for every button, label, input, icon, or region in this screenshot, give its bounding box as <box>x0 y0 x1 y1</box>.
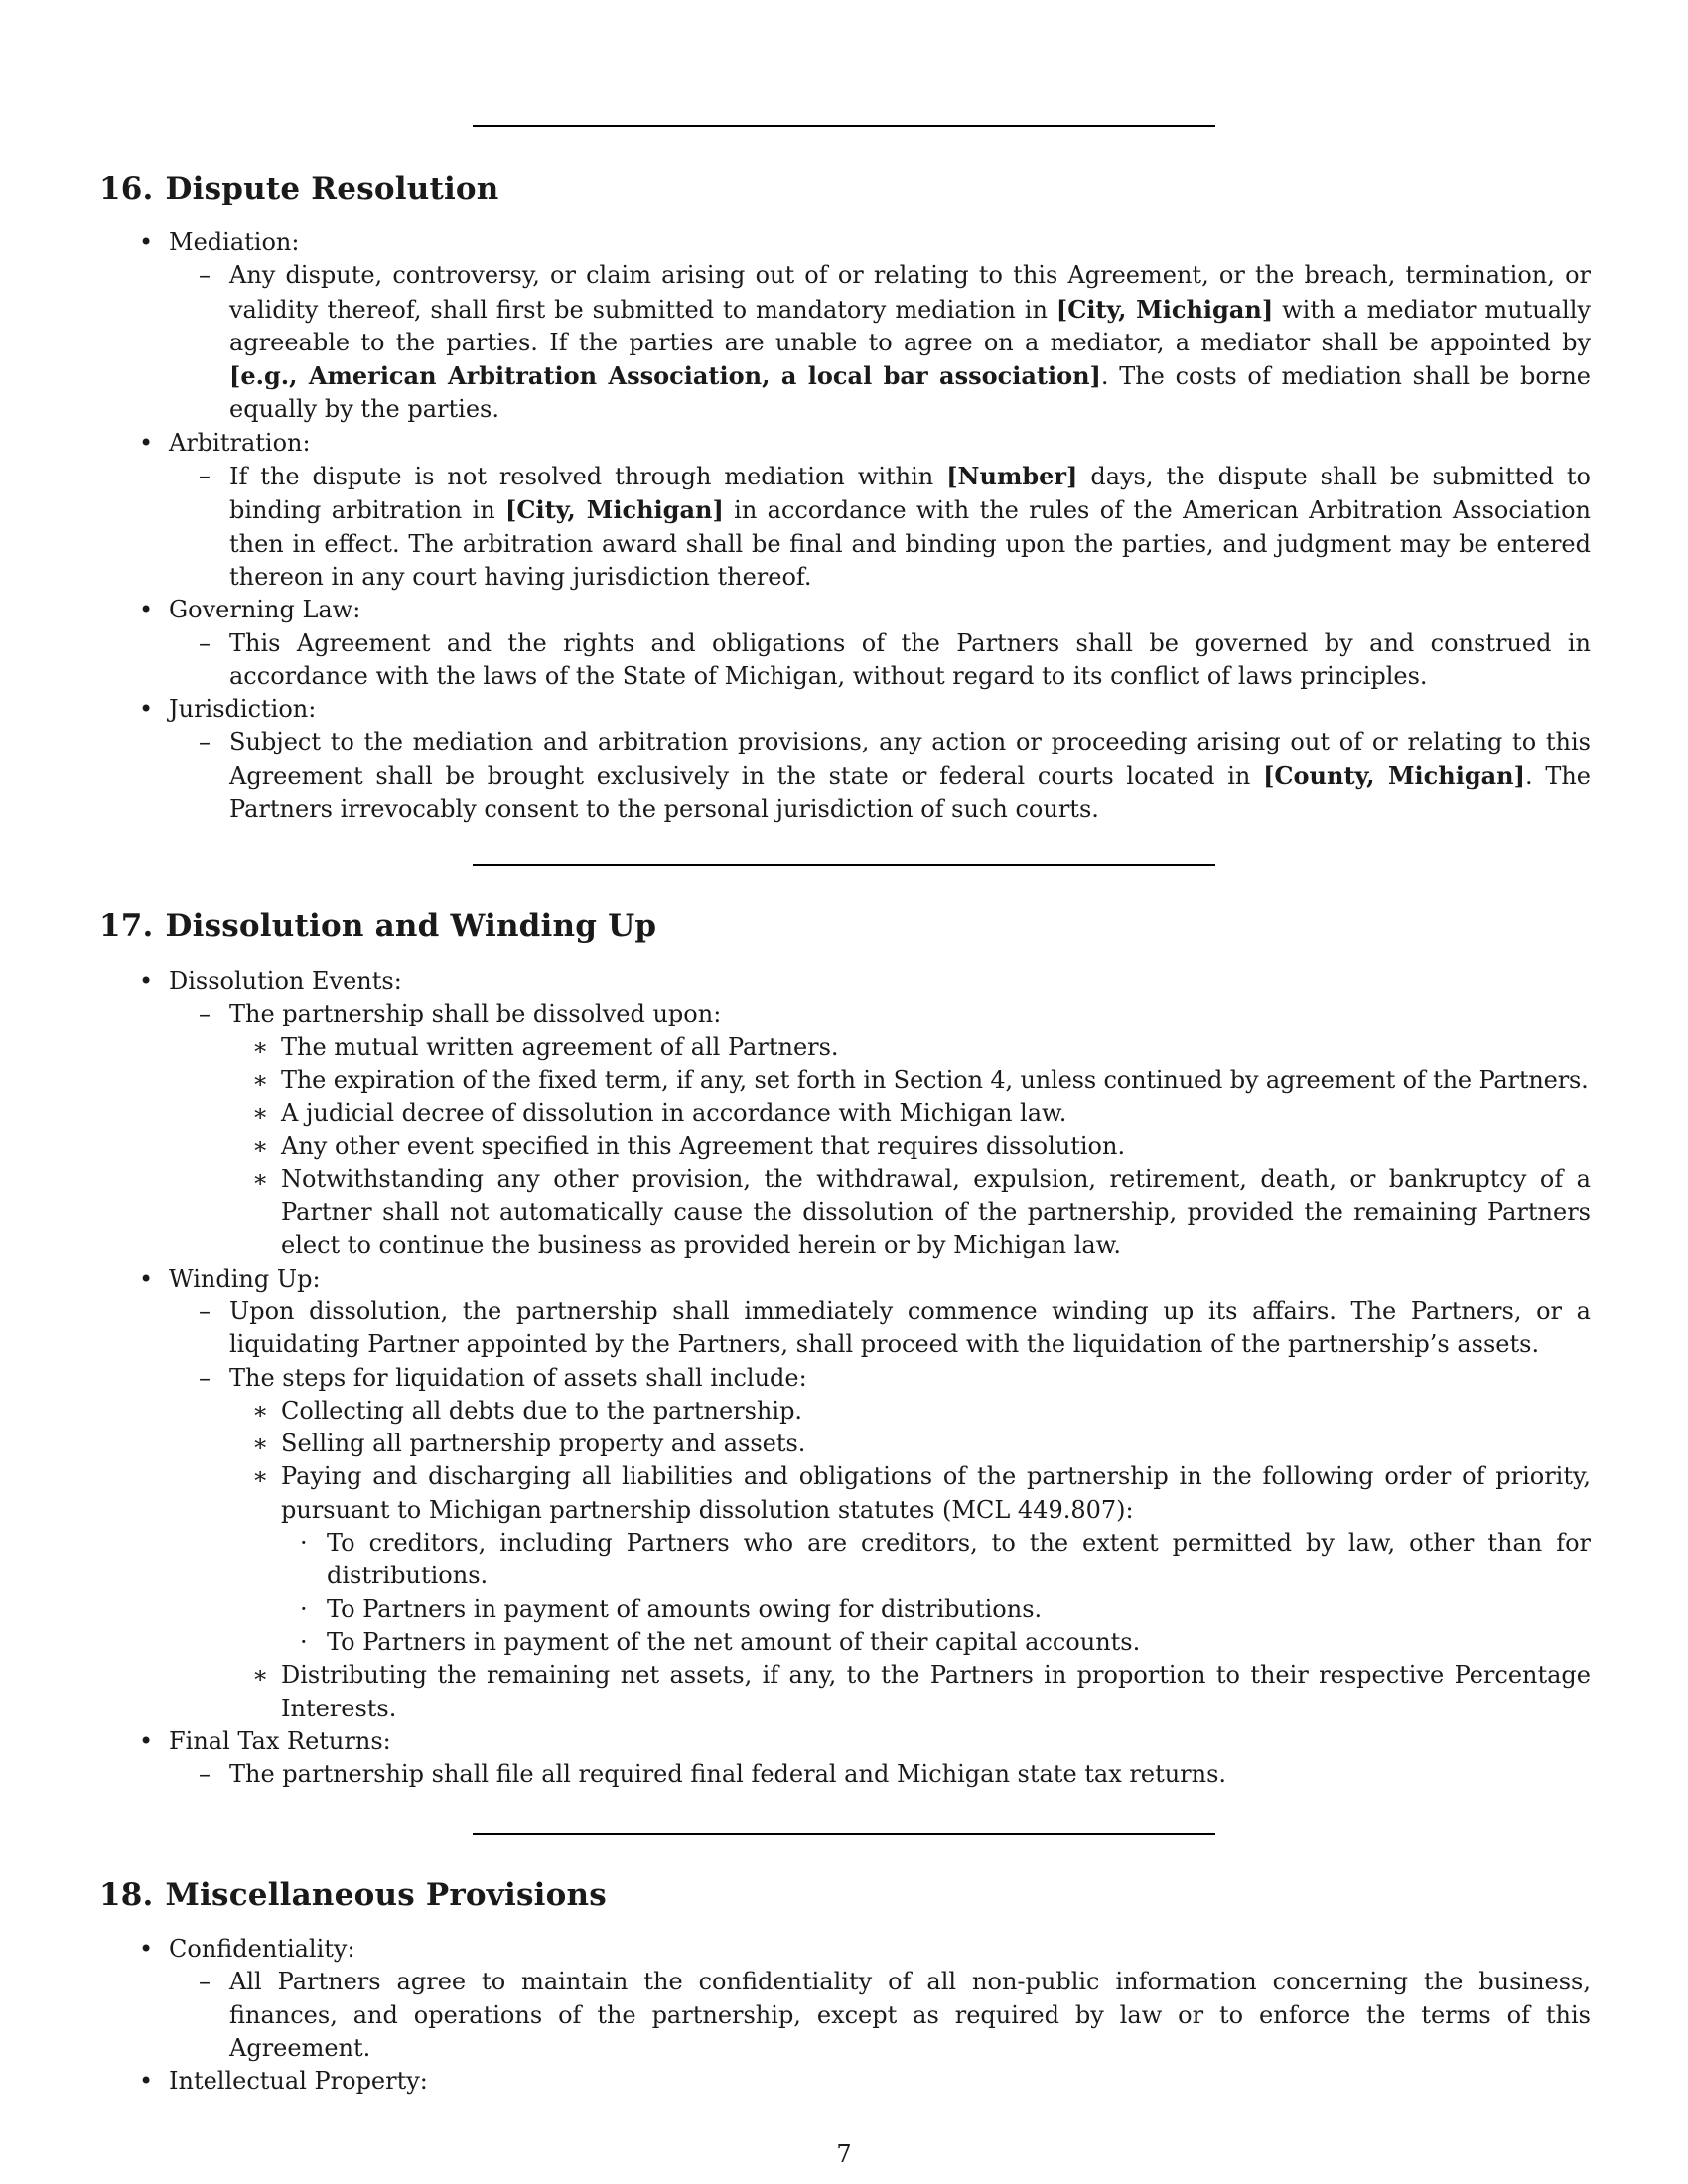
section-number: 18. <box>99 1877 154 1913</box>
item-text: Notwithstanding any other provision, the withdrawal, expulsion, retirement, death, or bankruptcy of a Partner shall not automatically cause the dissolution of the partnership, provided the remaining Partners elect to continue the business as provided herein or by Michigan law. <box>281 1164 1591 1260</box>
item-text: This Agreement and the rights and obligations of the Partners shall be governed by and construed in accordance with the laws of the State of Michigan, without regard to its conflict of laws principles. <box>229 628 1591 690</box>
item-text: Upon dissolution, the partnership shall immediately commence winding up its affairs. The Partners, or a liquidating Partner appointed by the Partners, shall proceed with the liquidation of the partnership’s assets. <box>229 1297 1591 1359</box>
item-text: A judicial decree of dissolution in accordance with Michigan law. <box>281 1099 1067 1128</box>
item-label: Governing Law: <box>169 596 361 624</box>
section-number: 16. <box>99 171 154 206</box>
section-body <box>139 965 1591 1791</box>
item-text: Any dispute, controversy, or claim arising out of or relating to this Agreement, or the breach, termination, or validity thereof, shall first be submitted to mandatory mediation in [City, Michigan] with a mediator mutually agreeable to the parties. If the parties are unable to agree on a mediator, a mediator shall be appointed by [e.g., American Arbitration Association, a local bar association]. The costs of mediation shall be borne equally by the parties. <box>229 261 1591 424</box>
item-text: The partnership shall be dissolved upon: <box>229 1000 722 1028</box>
list-item: – The steps for liquidation of assets shall include: <box>199 1363 807 1392</box>
item-label: Confidentiality: <box>169 1935 355 1963</box>
list-item: – Any dispute, controversy, or claim arising out of or relating to this Agreement, or the breach, termination, or validity thereof, shall first be submitted to mandatory mediation in [City, Michigan] with a mediator mutually agreeable to the parties. If the parties are unable to agree on a mediator, a mediator shall be appointed by [e.g., American Arbitration Association, a local bar association]. The costs of mediation shall be borne equally by the parties. <box>199 261 1591 424</box>
item-text: All Partners agree to maintain the confidentiality of all non-public information concerning the business, finances, and operations of the partnership, except as required by law or to enforce the terms of this Agreement. <box>229 1968 1591 2062</box>
section-body <box>139 1933 1591 2098</box>
item-text: To creditors, including Partners who are creditors, to the extent permitted by law, other than for distributions. <box>327 1529 1591 1590</box>
item-text: To Partners in payment of amounts owing for distributions. <box>327 1594 1043 1623</box>
section-body <box>139 226 1591 826</box>
item-text: The steps for liquidation of assets shall include: <box>229 1363 807 1392</box>
item-label: Arbitration: <box>169 428 311 457</box>
item-text: The partnership shall file all required final federal and Michigan state tax returns. <box>229 1760 1227 1789</box>
page-number: 7 <box>836 2140 852 2168</box>
list-item: ∗ Any other event specified in this Agreement that requires dissolution. <box>252 1132 1126 1160</box>
item-label: Winding Up: <box>169 1264 321 1293</box>
item-label: Mediation: <box>169 228 300 256</box>
item-label: Dissolution Events: <box>169 967 402 995</box>
list-item: • Dissolution Events: <box>139 967 402 995</box>
section-divider <box>473 125 1215 127</box>
section-divider <box>473 1833 1215 1835</box>
list-item: – The partnership shall file all required final federal and Michigan state tax returns. <box>199 1760 1227 1789</box>
item-text: Distributing the remaining net assets, if any, to the Partners in proportion to their respective Percentage Interests. <box>281 1661 1591 1722</box>
list-item: · To Partners in payment of amounts owing for distributions. <box>300 1594 1043 1623</box>
item-text: Collecting all debts due to the partnership. <box>281 1396 803 1425</box>
section-heading <box>99 908 656 944</box>
item-text: Any other event specified in this Agreement that requires dissolution. <box>281 1132 1126 1160</box>
list-item: • Governing Law: <box>139 596 361 624</box>
list-item: • Intellectual Property: <box>139 2067 428 2096</box>
section-title: Dispute Resolution <box>165 171 499 206</box>
list-item: ∗ Paying and discharging all liabilities and obligations of the partnership in the following order of priority, pursuant to Michigan partnership dissolution statutes (MCL 449.807): <box>252 1462 1591 1524</box>
list-item: • Confidentiality: <box>139 1935 355 1963</box>
list-item: • Winding Up: <box>139 1264 321 1293</box>
list-item: • Final Tax Returns: <box>139 1726 391 1755</box>
item-text: To Partners in payment of the net amount of their capital accounts. <box>327 1627 1141 1656</box>
item-label: Final Tax Returns: <box>169 1726 391 1755</box>
list-item: – Upon dissolution, the partnership shall immediately commence winding up its affairs. The Partners, or a liquidating Partner appointed by the Partners, shall proceed with the liquidation of the partnership’s assets. <box>199 1297 1591 1359</box>
list-item: – This Agreement and the rights and obligations of the Partners shall be governed by and construed in accordance with the laws of the State of Michigan, without regard to its conflict of laws principles. <box>199 628 1591 690</box>
list-item: ∗ A judicial decree of dissolution in accordance with Michigan law. <box>252 1099 1067 1128</box>
list-item: · To creditors, including Partners who are creditors, to the extent permitted by law, other than for distributions. <box>300 1529 1591 1590</box>
list-item: ∗ Collecting all debts due to the partnership. <box>252 1396 803 1425</box>
list-item: ∗ Notwithstanding any other provision, the withdrawal, expulsion, retirement, death, or bankruptcy of a Partner shall not automatically cause the dissolution of the partnership, provided the remaining Partners elect to continue the business as provided herein or by Michigan law. <box>252 1164 1591 1260</box>
section-heading <box>99 1877 607 1913</box>
item-label: Jurisdiction: <box>169 695 317 724</box>
item-label: Intellectual Property: <box>169 2067 428 2096</box>
section-divider <box>473 864 1215 866</box>
list-item: – Subject to the mediation and arbitration provisions, any action or proceeding arising out of or relating to this Agreement shall be brought exclusively in the state or federal courts located in [County, Michigan]. The Partners irrevocably consent to the personal jurisdiction of such courts. <box>199 728 1591 824</box>
section-title: Miscellaneous Provisions <box>165 1877 607 1913</box>
item-text: Subject to the mediation and arbitration provisions, any action or proceeding arising out of or relating to this Agreement shall be brought exclusively in the state or federal courts located in [County, Michigan]. The Partners irrevocably consent to the personal jurisdiction of such courts. <box>229 728 1591 824</box>
section-title: Dissolution and Winding Up <box>165 908 657 944</box>
item-text: Selling all partnership property and assets. <box>281 1430 806 1458</box>
list-item: – If the dispute is not resolved through mediation within [Number] days, the dispute shall be submitted to binding arbitration in [City, Michigan] in accordance with the rules of the American Arbitration Association then in effect. The arbitration award shall be final and binding upon the parties, and judgment may be entered thereon in any court having jurisdiction thereof. <box>199 462 1591 591</box>
list-item: • Arbitration: <box>139 428 311 457</box>
list-item: – All Partners agree to maintain the confidentiality of all non-public information concerning the business, finances, and operations of the partnership, except as required by law or to enforce the terms of this Agreement. <box>199 1968 1591 2062</box>
list-item: ∗ The mutual written agreement of all Partners. <box>252 1032 839 1061</box>
item-text: If the dispute is not resolved through mediation within [Number] days, the dispute shall be submitted to binding arbitration in [City, Michigan] in accordance with the rules of the American Arbitration Association then in effect. The arbitration award shall be final and binding upon the parties, and judgment may be entered thereon in any court having jurisdiction thereof. <box>229 462 1591 591</box>
list-item: • Mediation: <box>139 228 300 256</box>
item-text: The mutual written agreement of all Partners. <box>281 1032 839 1061</box>
list-item: – The partnership shall be dissolved upon: <box>199 1000 722 1028</box>
list-item: ∗ Selling all partnership property and assets. <box>252 1430 806 1458</box>
section-heading <box>99 171 499 206</box>
list-item: ∗ Distributing the remaining net assets, if any, to the Partners in proportion to their respective Percentage Interests. <box>252 1661 1591 1722</box>
list-item: · To Partners in payment of the net amount of their capital accounts. <box>300 1627 1141 1656</box>
item-text: Paying and discharging all liabilities and obligations of the partnership in the following order of priority, pursuant to Michigan partnership dissolution statutes (MCL 449.807): <box>281 1462 1591 1524</box>
item-text: The expiration of the fixed term, if any, set forth in Section 4, unless continued by agreement of the Partners. <box>281 1065 1589 1094</box>
list-item: ∗ The expiration of the fixed term, if any, set forth in Section 4, unless continued by agreement of the Partners. <box>252 1065 1589 1094</box>
section-number: 17. <box>99 908 154 944</box>
list-item: • Jurisdiction: <box>139 695 317 724</box>
